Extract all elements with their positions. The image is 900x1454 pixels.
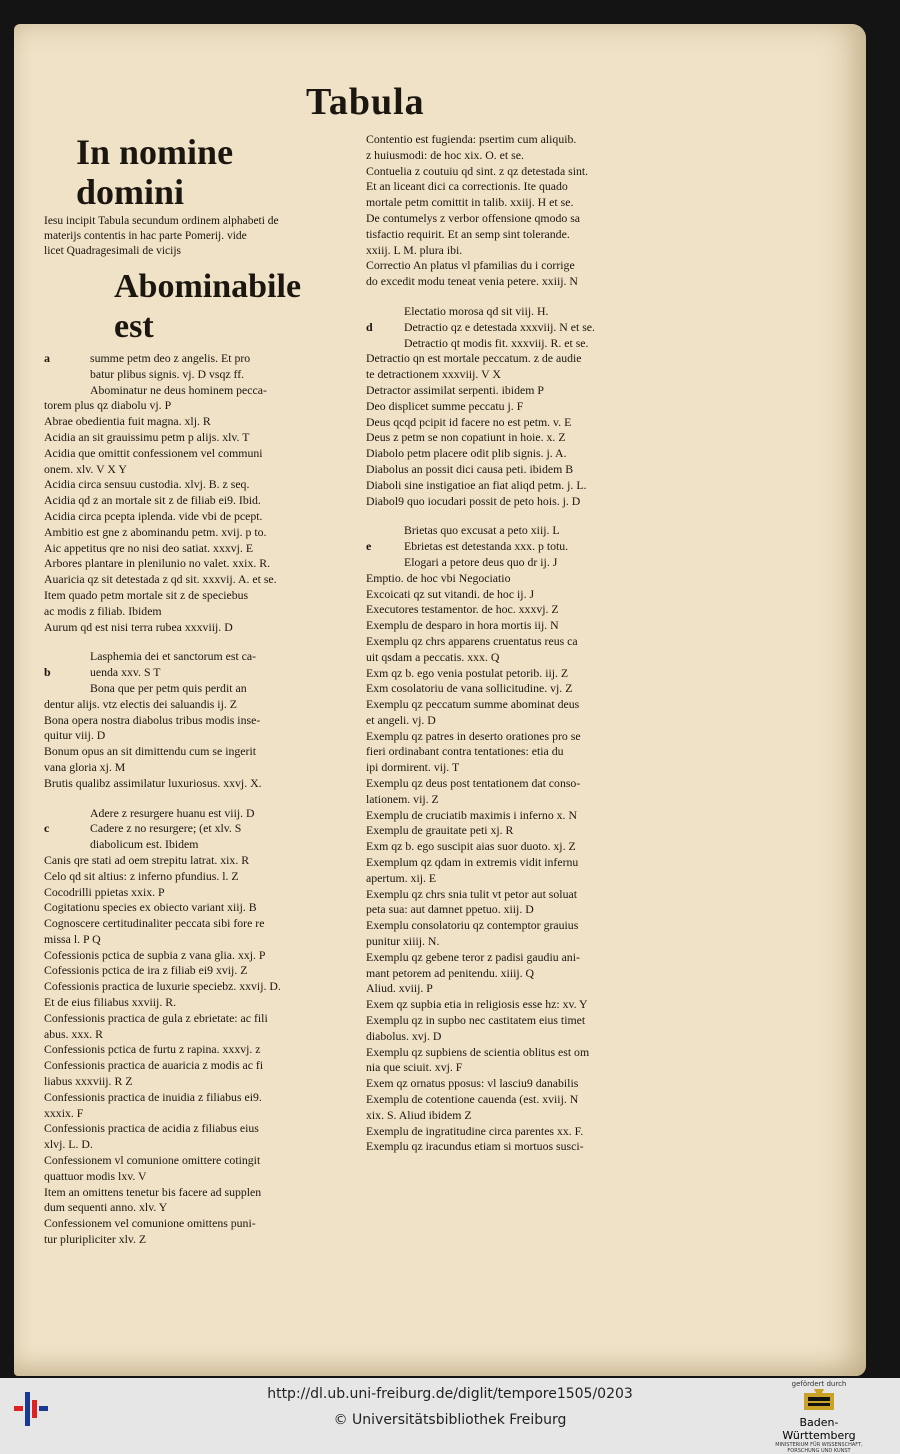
index-entry — [366, 934, 676, 950]
entry-text: Acidia circa pcepta iplenda. vide vbi de pcept. — [44, 508, 263, 523]
entry-text: Item an omittens tenetur bis facere ad supplen — [44, 1184, 262, 1199]
index-entry — [366, 383, 676, 399]
index-entry — [366, 274, 676, 290]
entry-text: torem plus qz diabolu vj. P — [44, 398, 172, 413]
index-entry — [366, 634, 676, 650]
entry-text: tur pluripliciter xlv. Z — [44, 1232, 147, 1247]
index-entry — [44, 979, 344, 995]
entry-text: Exemplum qz qdam in extremis vidit infernu — [366, 855, 579, 870]
index-entry — [44, 821, 344, 837]
index-entry — [44, 665, 344, 681]
entry-text: Detractor assimilat serpenti. ibidem P — [366, 382, 544, 397]
index-entry — [44, 1153, 344, 1169]
entry-text: Abrae obedientia fuit magna. xlj. R — [44, 414, 211, 429]
entry-text: diabolus. xvj. D — [366, 1028, 442, 1043]
entry-text: Confessionis practica de auaricia z modis ac fi — [44, 1058, 264, 1073]
entry-text: Acidia circa sensuu custodia. xlvj. B. z seq. — [44, 477, 250, 492]
entry-text: Exemplu qz supbiens de scientia oblitus est om — [366, 1044, 590, 1059]
entry-text: peta sua: aut damnet ppetuo. xiij. D — [366, 902, 534, 917]
index-entry — [44, 932, 344, 948]
entry-text: vana gloria xj. M — [44, 759, 126, 774]
entry-text: mortale petm comittit in talib. xxiij. H et se. — [366, 195, 574, 210]
entry-text: Celo qd sit altius: z inferno pfundius. l. Z — [44, 868, 239, 883]
entry-text: Exemplu qz chrs snia tulit vt petor aut soluat — [366, 886, 577, 901]
index-entry — [44, 556, 344, 572]
entry-text: Et de eius filiabus xxviij. R. — [44, 995, 177, 1010]
entry-text: uenda xxv. S T — [90, 665, 161, 680]
entry-text: batur plibus signis. vj. D vsqz ff. — [90, 366, 245, 381]
left-column — [44, 132, 344, 1248]
index-entry — [366, 1124, 676, 1140]
index-entry — [44, 744, 344, 760]
section-letter: b — [44, 665, 51, 680]
entry-text: xxxix. F — [44, 1105, 84, 1120]
left-entries — [44, 351, 344, 1248]
entry-text: punitur xiiij. N. — [366, 934, 440, 949]
index-entry — [366, 839, 676, 855]
index-entry — [366, 539, 676, 555]
entry-text: Adere z resurgere huanu est viij. D — [90, 805, 255, 820]
entry-text: Confessionis practica de gula z ebrietate: ac fili — [44, 1010, 268, 1025]
index-entry — [366, 336, 676, 352]
entry-text: tisfactio requirit. Et an semp sint tolerande. — [366, 226, 570, 241]
index-entry — [44, 837, 344, 853]
index-entry — [44, 477, 344, 493]
index-entry — [44, 525, 344, 541]
index-entry — [44, 1185, 344, 1201]
index-entry — [366, 494, 676, 510]
entry-text: Electatio morosa qd sit viij. H. — [404, 303, 549, 318]
entry-text: Cofessionis pctica de ira z filiab ei9 xvij. Z — [44, 963, 248, 978]
entry-text: Cognoscere certitudinaliter peccata sibi fore re — [44, 916, 265, 931]
index-entry — [44, 963, 344, 979]
entry-text: fieri ordinabant contra tentationes: etia du — [366, 744, 564, 759]
viewer-footer — [0, 1378, 900, 1454]
entry-text: dentur alijs. vtz electis dei saluandis ij. Z — [44, 696, 237, 711]
index-entry — [366, 164, 676, 180]
section-gap — [44, 635, 344, 649]
document-url-link[interactable]: http://dl.ub.uni-freiburg.de/diglit/tempore1505/0203 — [267, 1386, 633, 1402]
copyright-notice: © Universitätsbibliothek Freiburg — [333, 1412, 567, 1428]
index-entry — [366, 681, 676, 697]
index-entry — [366, 1139, 676, 1155]
index-entry — [366, 776, 676, 792]
entry-text: xlvj. L. D. — [44, 1137, 93, 1152]
entry-text: do excedit modu teneat venia petere. xxiij. N — [366, 274, 578, 289]
entry-text: Deus z petm se non copatiunt in hoie. x. Z — [366, 430, 566, 445]
index-entry — [44, 728, 344, 744]
entry-text: De contumelys z verbor offensione qmodo sa — [366, 210, 581, 225]
entry-text: Exemplu qz gebene teror z padisi gaudiu ani- — [366, 949, 580, 964]
entry-text: Exemplu consolatoriu qz contemptor grauius — [366, 918, 579, 933]
entry-text: abus. xxx. R — [44, 1026, 103, 1041]
entry-text: Confessionem vel comunione omittens puni- — [44, 1216, 256, 1231]
entry-text: Exemplu qz iracundus etiam si mortuos susci- — [366, 1139, 584, 1154]
entry-text: Brietas quo excusat a peto xiij. L — [404, 523, 560, 538]
index-entry — [44, 1090, 344, 1106]
index-entry — [44, 776, 344, 792]
index-entry — [44, 588, 344, 604]
entry-text: Contentio est fugienda: psertim cum aliquib. — [366, 132, 577, 146]
entry-text: Diabolo petm placere odit plib signis. j. A. — [366, 446, 567, 461]
book-page — [14, 24, 866, 1376]
index-entry — [366, 478, 676, 494]
entry-text: mant petorem ad penitendu. xiiij. Q — [366, 965, 535, 980]
section-gap — [366, 509, 676, 523]
index-entry — [366, 650, 676, 666]
entry-text: diabolicum est. Ibidem — [90, 837, 199, 852]
entry-text: Aurum qd est nisi terra rubea xxxviij. D — [44, 619, 233, 634]
index-entry — [366, 1076, 676, 1092]
index-entry — [366, 666, 676, 682]
entry-text: Cofessionis practica de luxurie speciebz. xxvij. D. — [44, 979, 281, 994]
entry-text: Et an liceant dici ca correctionis. Ite quado — [366, 179, 568, 194]
entry-text: Acidia que omittit confessionem vel communi — [44, 445, 263, 460]
entry-text: Diabol9 quo iocudari possit de peto hois. j. D — [366, 493, 581, 508]
index-entry — [44, 493, 344, 509]
entry-text: Exm qz b. ego venia postulat petorib. iij. Z — [366, 665, 569, 680]
entry-text: Cadere z no resurgere; (et xlv. S — [90, 821, 242, 836]
index-entry — [366, 179, 676, 195]
entry-text: Correctio An platus vl pfamilias du i corrige — [366, 258, 575, 273]
intro-line: materijs contentis in hac parte Pomerij. vide — [44, 230, 247, 242]
index-entry — [44, 681, 344, 697]
page-title: Tabula — [306, 81, 425, 123]
entry-text: Detractio qn est mortale peccatum. z de audie — [366, 351, 582, 366]
index-entry — [366, 399, 676, 415]
entry-text: Aliud. xviij. P — [366, 981, 433, 996]
right-entries — [366, 132, 676, 1155]
index-entry — [366, 555, 676, 571]
index-entry — [44, 509, 344, 525]
section-heading: Abominabile est — [114, 268, 302, 345]
section-letter: a — [44, 351, 50, 365]
index-entry — [366, 227, 676, 243]
entry-text: Diaboli sine instigatioe an fiat aliqd petm. j. L. — [366, 477, 587, 492]
index-entry — [366, 871, 676, 887]
index-entry — [366, 808, 676, 824]
entry-text: Exem qz ornatus pposus: vl lasciu9 danabilis — [366, 1076, 579, 1091]
index-entry — [44, 1121, 344, 1137]
entry-text: xxiij. L M. plura ibi. — [366, 242, 463, 257]
index-entry — [44, 572, 344, 588]
index-entry — [366, 258, 676, 274]
index-entry — [366, 367, 676, 383]
entry-text: Exemplu de grauitate peti xj. R — [366, 823, 514, 838]
entry-text: Exemplu de ingratitudine circa parentes xx. F. — [366, 1123, 584, 1138]
entry-text: quitur viij. D — [44, 728, 106, 743]
section-letter: d — [366, 319, 373, 334]
index-entry — [44, 1106, 344, 1122]
index-entry — [366, 148, 676, 164]
section-gap — [366, 290, 676, 304]
entry-text: Arbores plantare in plenilunio no valet. xxix. R. — [44, 556, 271, 571]
index-entry — [44, 1011, 344, 1027]
entry-text: liabus xxxviij. R Z — [44, 1074, 133, 1089]
entry-text: dum sequenti anno. xlv. Y — [44, 1200, 168, 1215]
entry-text: Elogari a petore deus quo dr ij. J — [404, 554, 558, 569]
entry-text: Bona opera nostra diabolus tribus modis inse- — [44, 712, 261, 727]
index-entry — [44, 649, 344, 665]
section-letter: e — [366, 539, 372, 554]
index-entry — [366, 855, 676, 871]
entry-text: Diabolus an possit dici causa peti. ibidem B — [366, 461, 574, 476]
entry-text: xix. S. Aliud ibidem Z — [366, 1107, 472, 1122]
entry-text: Exemplu qz deus post tentationem dat conso- — [366, 776, 581, 791]
entry-text: Acidia an sit grauissimu petm p alijs. xlv. T — [44, 429, 250, 444]
section-letter: c — [44, 821, 50, 836]
index-entry — [366, 243, 676, 259]
entry-text: Lasphemia dei et sanctorum est ca- — [90, 649, 257, 664]
index-entry — [44, 541, 344, 557]
index-entry — [44, 351, 344, 367]
entry-text: Confessionis pctica de furtu z rapina. xxxvj. z — [44, 1042, 261, 1057]
index-entry — [44, 604, 344, 620]
entry-text: Emptio. de hoc vbi Negociatio — [366, 570, 511, 585]
right-column — [366, 132, 676, 1155]
entry-text: Contuelia z coutuiu qd sint. z qz detestada sint. — [366, 163, 589, 178]
index-entry — [366, 132, 676, 148]
index-entry — [44, 869, 344, 885]
index-entry — [366, 211, 676, 227]
entry-text: Bonum opus an sit dimittendu cum se ingerit — [44, 744, 256, 759]
entry-text: Deo displicet summe peccatu j. F — [366, 398, 524, 413]
index-entry — [366, 1060, 676, 1076]
coat-of-arms-icon — [802, 1389, 836, 1411]
entry-text: Cocodrilli ppietas xxix. P — [44, 884, 165, 899]
entry-text: ac modis z filiab. Ibidem — [44, 603, 162, 618]
index-entry — [366, 697, 676, 713]
entry-text: Exemplu qz patres in deserto orationes pro se — [366, 728, 581, 743]
sponsor-ministry: MINISTERIUM FÜR WISSENSCHAFT, FORSCHUNG UND KUNST — [775, 1442, 863, 1454]
index-entry — [44, 697, 344, 713]
index-entry — [44, 1027, 344, 1043]
index-entry — [366, 195, 676, 211]
index-entry — [366, 902, 676, 918]
index-entry — [366, 1092, 676, 1108]
index-entry — [366, 760, 676, 776]
index-entry — [366, 304, 676, 320]
entry-text: Exm cosolatoriu de vana sollicitudine. vj. Z — [366, 681, 573, 696]
entry-text: Excoicati qz sut vitandi. de hoc ij. J — [366, 586, 535, 601]
index-entry — [366, 792, 676, 808]
entry-text: Ebrietas est detestanda xxx. p totu. — [404, 539, 569, 554]
index-entry — [44, 713, 344, 729]
entry-text: summe petm deo z angelis. Et pro — [90, 351, 251, 365]
index-entry — [44, 446, 344, 462]
index-entry — [44, 1169, 344, 1185]
entry-text: Exem qz supbia etia in religiosis esse hz: xv. Y — [366, 997, 588, 1012]
index-entry — [44, 414, 344, 430]
entry-text: Auaricia qz sit detestada z qd sit. xxxvij. A. et se. — [44, 572, 277, 587]
index-entry — [366, 618, 676, 634]
intro-line: Iesu incipit Tabula secundum ordinem alphabeti de — [44, 215, 279, 227]
intro-line: licet Quadragesimali de vicijs — [44, 245, 181, 257]
baden-wuerttemberg-logo — [764, 1380, 874, 1454]
index-entry — [366, 729, 676, 745]
index-entry — [366, 918, 676, 934]
entry-text: Item quado petm mortale sit z de speciebus — [44, 587, 249, 602]
intro-text — [44, 214, 344, 259]
entry-text: Cofessionis pctica de supbia z vana glia. xxj. P — [44, 947, 266, 962]
index-entry — [44, 995, 344, 1011]
entry-text: Confessionis practica de acidia z filiabus eius — [44, 1121, 259, 1136]
entry-text: Brutis qualibz assimilatur luxuriosus. xxvj. X. — [44, 775, 262, 790]
entry-text: quattuor modis lxv. V — [44, 1168, 147, 1183]
entry-text: uit qsdam a peccatis. xxx. Q — [366, 649, 500, 664]
index-entry — [44, 383, 344, 399]
index-entry — [366, 1045, 676, 1061]
entry-text: Confessionis practica de inuidia z filiabus ei9. — [44, 1089, 262, 1104]
entry-text: Confessionem vl comunione omittere cotingit — [44, 1153, 261, 1168]
entry-text: Acidia qd z an mortale sit z de filiab ei9. Ibid. — [44, 493, 261, 508]
entry-text: missa l. P Q — [44, 931, 101, 946]
entry-text: Exemplu qz in supbo nec castitatem eius timet — [366, 1013, 586, 1028]
index-entry — [366, 446, 676, 462]
index-entry — [44, 900, 344, 916]
index-entry — [44, 367, 344, 383]
index-entry — [44, 398, 344, 414]
section-gap — [44, 792, 344, 806]
entry-text: Canis qre stati ad oem strepitu latrat. xix. R — [44, 852, 250, 867]
index-entry — [44, 885, 344, 901]
sponsor-label: gefördert durch — [791, 1380, 847, 1388]
index-entry — [44, 1216, 344, 1232]
entry-text: nia que sciuit. xvj. F — [366, 1060, 463, 1075]
entry-text: Executores testamentor. de hoc. xxxvj. Z — [366, 602, 559, 617]
entry-text: Exemplu de desparo in hora mortis iij. N — [366, 618, 559, 633]
index-entry — [366, 981, 676, 997]
index-entry — [366, 997, 676, 1013]
index-entry — [366, 602, 676, 618]
entry-text: Aic appetitus qre no nisi deo satiat. xxxvj. E — [44, 540, 254, 555]
index-entry — [44, 462, 344, 478]
entry-text: Exemplu qz peccatum summe abominat deus — [366, 697, 580, 712]
index-entry — [366, 887, 676, 903]
index-entry — [366, 744, 676, 760]
index-entry — [44, 916, 344, 932]
index-entry — [366, 1029, 676, 1045]
entry-text: onem. xlv. V X Y — [44, 461, 127, 476]
index-entry — [44, 1137, 344, 1153]
entry-text: Deus qcqd pcipit id facere no est petm. v. E — [366, 414, 572, 429]
index-entry — [44, 1232, 344, 1248]
entry-text: Cogitationu species ex obiecto variant xiij. B — [44, 900, 257, 915]
index-entry — [366, 1013, 676, 1029]
entry-text: Exm qz b. ego suscipit aias suor duoto. xj. Z — [366, 839, 576, 854]
entry-text: te detractionem xxxviij. V X — [366, 367, 501, 382]
index-entry — [44, 853, 344, 869]
index-entry — [366, 950, 676, 966]
index-entry — [366, 415, 676, 431]
entry-text: Detractio qz e detestada xxxviij. N et se. — [404, 319, 595, 334]
main-heading: In nomine domini — [76, 132, 234, 212]
index-entry — [44, 430, 344, 446]
index-entry — [44, 1200, 344, 1216]
index-entry — [366, 571, 676, 587]
entry-text: lationem. vij. Z — [366, 791, 439, 806]
index-entry — [366, 462, 676, 478]
entry-text: Exemplu de cotentione cauenda (est. xviij. N — [366, 1092, 579, 1107]
index-entry — [366, 430, 676, 446]
entry-text: et angeli. vj. D — [366, 712, 436, 727]
index-entry — [366, 320, 676, 336]
index-entry — [366, 823, 676, 839]
index-entry — [44, 760, 344, 776]
index-entry — [44, 948, 344, 964]
index-entry — [366, 523, 676, 539]
entry-text: Exemplu de cruciatib maximis i inferno x. N — [366, 807, 577, 822]
entry-text: ipi dormirent. vij. T — [366, 760, 460, 775]
entry-text: Exemplu qz chrs apparens cruentatus reus ca — [366, 633, 578, 648]
index-entry — [366, 587, 676, 603]
sponsor-name: Baden-Württemberg — [782, 1416, 856, 1442]
index-entry — [44, 806, 344, 822]
index-entry — [44, 1074, 344, 1090]
entry-text: Bona que per petm quis perdit an — [90, 680, 247, 695]
entry-text: Detractio qt modis fit. xxxviij. R. et se. — [404, 335, 589, 350]
index-entry — [44, 1042, 344, 1058]
entry-text: Ambitio est gne z abominandu petm. xvij. p to. — [44, 524, 267, 539]
index-entry — [44, 1058, 344, 1074]
index-entry — [44, 620, 344, 636]
index-entry — [366, 966, 676, 982]
entry-text: z huiusmodi: de hoc xix. O. et se. — [366, 147, 524, 162]
index-entry — [366, 713, 676, 729]
index-entry — [366, 1108, 676, 1124]
index-entry — [366, 351, 676, 367]
entry-text: apertum. xij. E — [366, 870, 437, 885]
entry-text: Abominatur ne deus hominem pecca- — [90, 382, 267, 397]
